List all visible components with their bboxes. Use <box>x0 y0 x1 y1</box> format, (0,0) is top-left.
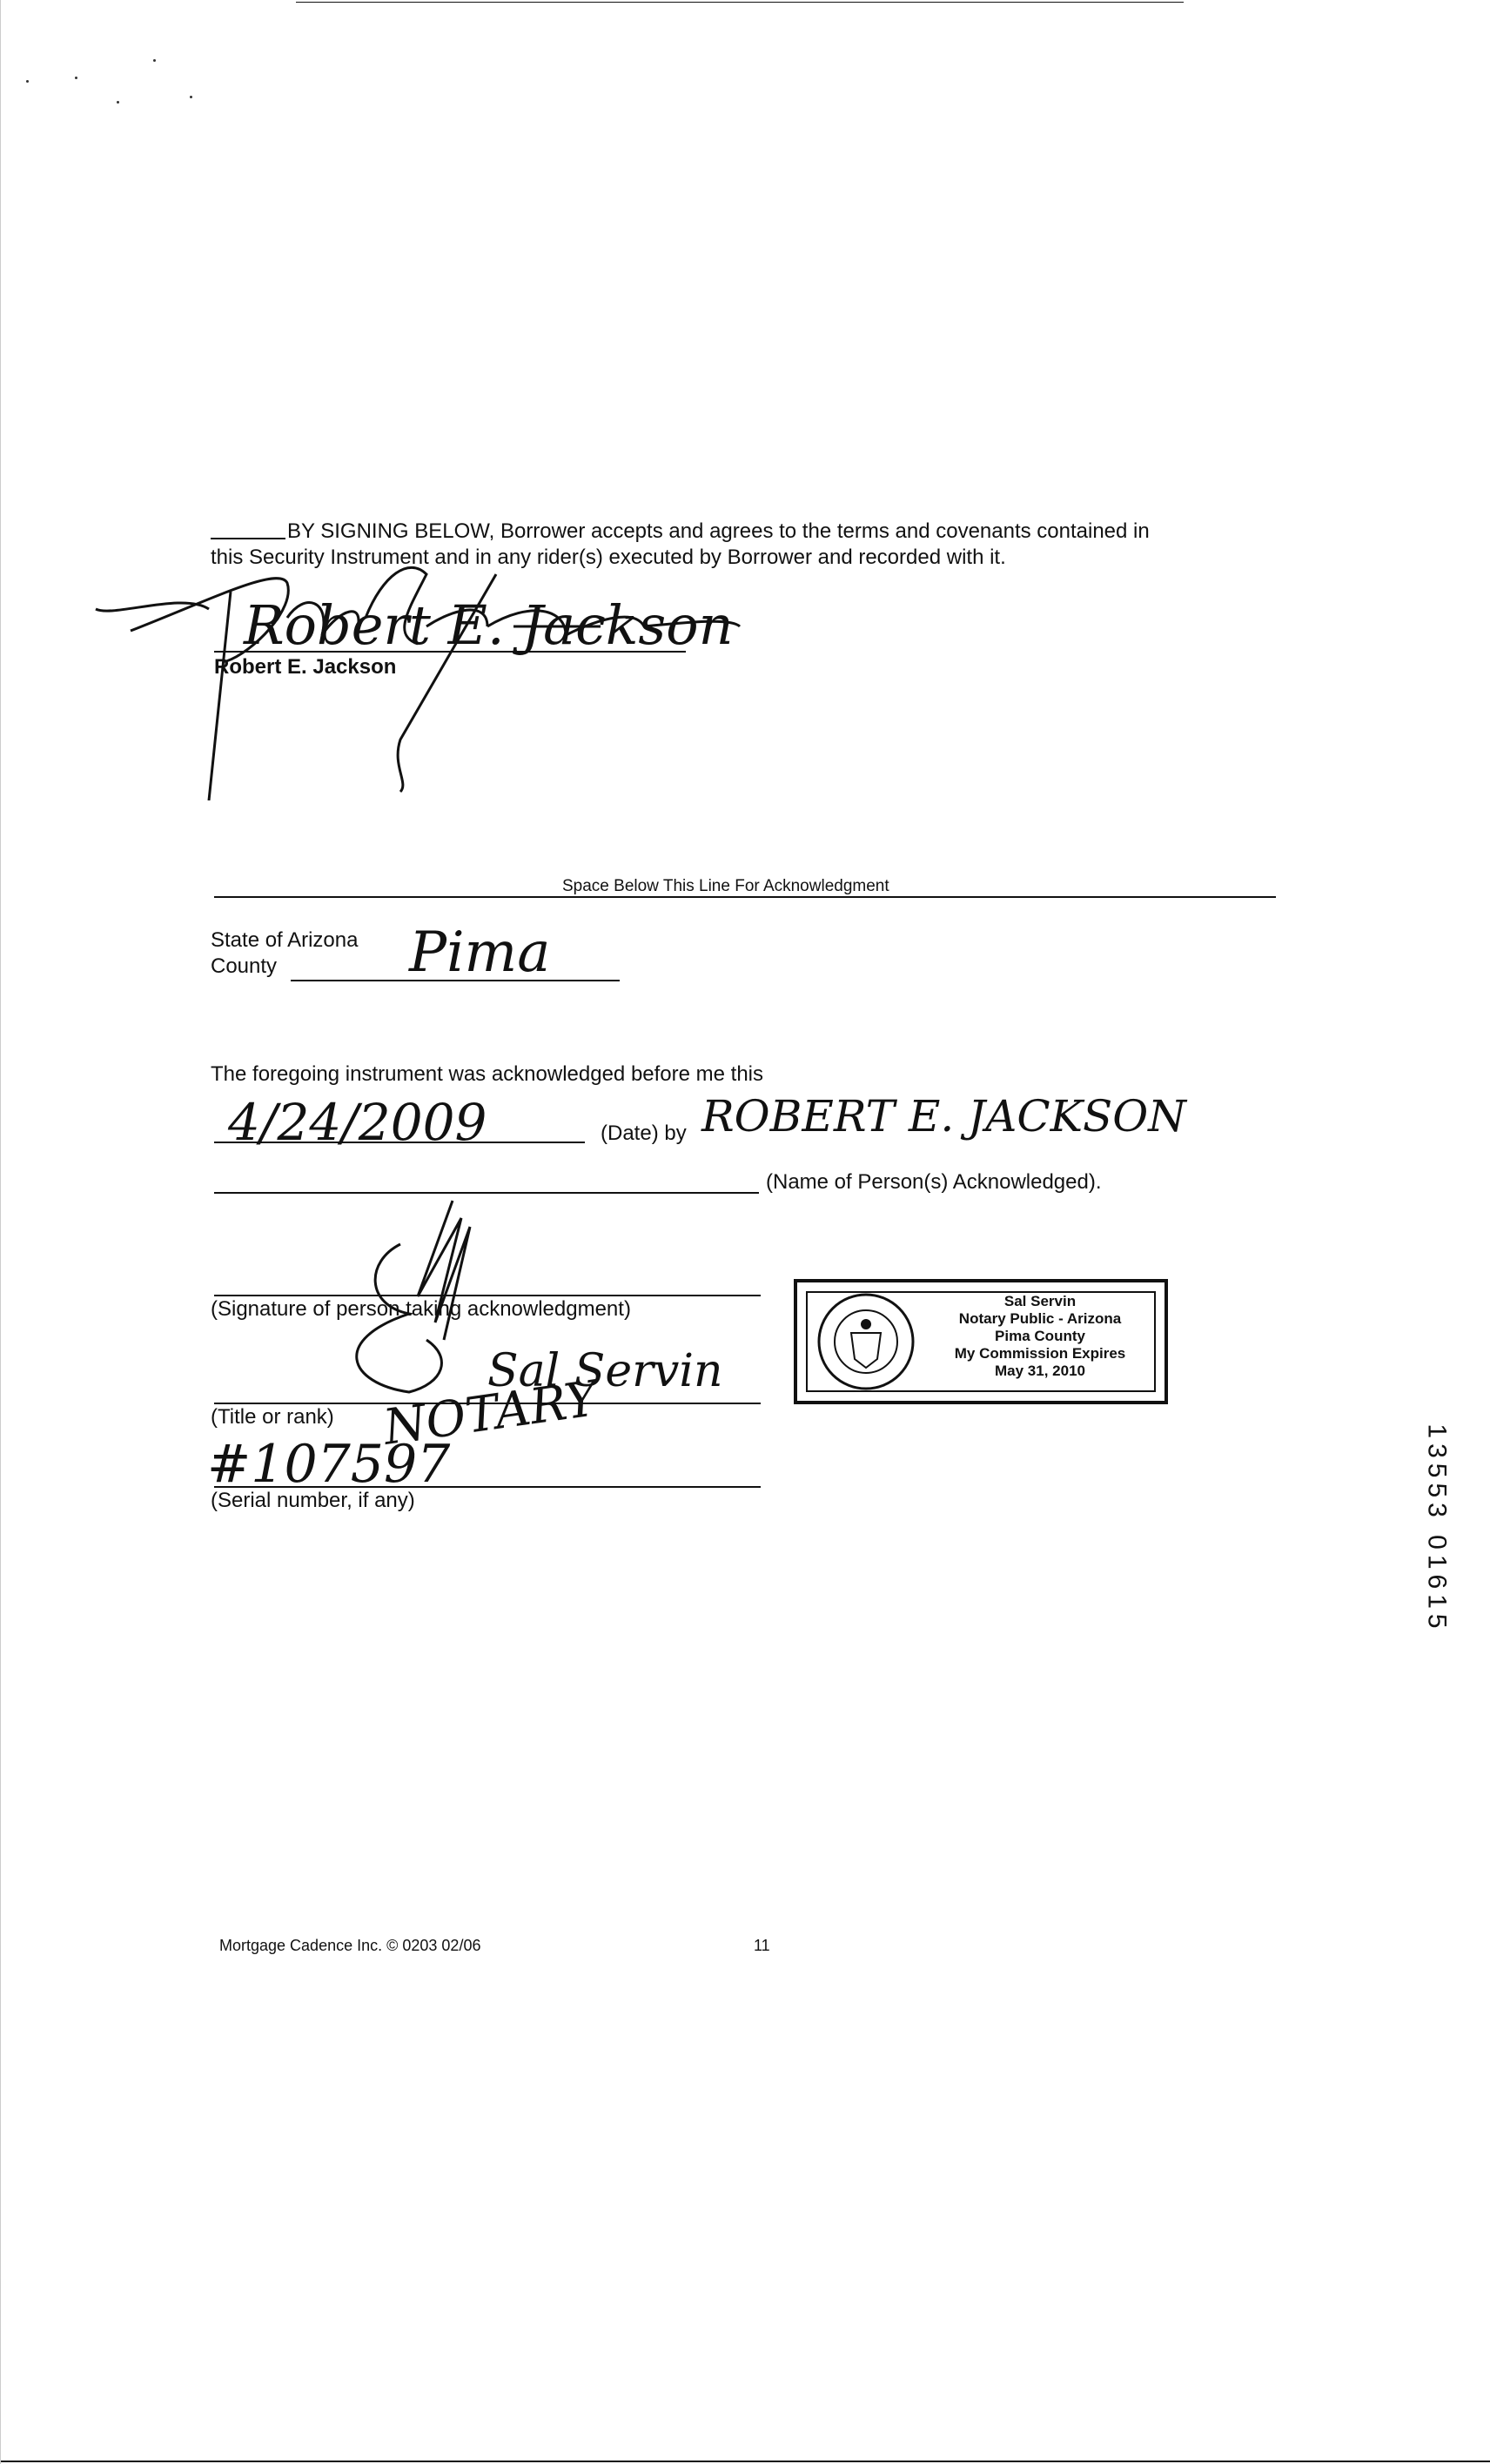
footer-page-number: 11 <box>754 1937 770 1954</box>
covenant-continuation-text: this Security Instrument and in any rider(s) executed by Borrower and recorded with it. <box>211 546 1006 569</box>
notary-commission-date: May 31, 2010 <box>995 1363 1085 1379</box>
borrower-signature-line <box>214 651 686 653</box>
covenant-lead-text: BY SIGNING BELOW, Borrower accepts and agrees to the terms and covenants contained in <box>287 519 1150 543</box>
acknowledgment-divider-label: Space Below This Line For Acknowledgment <box>562 877 889 895</box>
notary-title: Notary Public - Arizona <box>958 1310 1122 1327</box>
scan-bottom-edge <box>0 2461 1490 2462</box>
scan-edge-line <box>296 2 1184 3</box>
notary-printed-name-handwritten: Sal Servin <box>487 1345 723 1397</box>
acknowledgment-statement: The foregoing instrument was acknowledged before me this <box>211 1062 764 1086</box>
borrower-name: Robert E. Jackson <box>214 655 397 679</box>
recording-number <box>1422 1409 1462 1653</box>
recording-number-text: 13553 01615 <box>1422 1423 1452 1634</box>
scan-speck <box>26 80 29 83</box>
date-handwritten-value: 4/24/2009 <box>228 1093 487 1152</box>
notary-name: Sal Servin <box>1003 1293 1077 1309</box>
scan-speck <box>153 59 156 62</box>
notary-seal <box>809 1289 923 1394</box>
acknowledged-name-label: (Name of Person(s) Acknowledged). <box>766 1170 1102 1194</box>
notary-stamp <box>794 1279 1168 1404</box>
scan-left-edge <box>0 0 1 2464</box>
borrower-signature <box>78 513 775 800</box>
signature-label: (Signature of person taking acknowledgment) <box>211 1297 631 1321</box>
serial-label: (Serial number, if any) <box>211 1489 415 1512</box>
borrower-signature-text: Robert E. Jackson <box>244 593 734 657</box>
scan-speck <box>117 101 119 104</box>
title-label: (Title or rank) <box>211 1405 334 1429</box>
acknowledged-by-handwritten-value: ROBERT E. JACKSON <box>701 1091 1186 1142</box>
notary-county: Pima County <box>995 1328 1085 1344</box>
acknowledgment-divider-line <box>214 896 1276 898</box>
scan-speck <box>190 96 192 98</box>
notary-commission-label: My Commission Expires <box>954 1345 1126 1362</box>
county-handwritten-value: Pima <box>409 921 551 985</box>
serial-handwritten-value: #107597 <box>207 1434 451 1495</box>
date-label: (Date) by <box>601 1122 687 1145</box>
scan-speck <box>75 77 77 79</box>
date-line <box>214 1142 585 1143</box>
state-label: State of Arizona <box>211 928 359 952</box>
title-handwritten-value: NOTARY <box>379 1370 601 1456</box>
footer-company: Mortgage Cadence Inc. © 0203 02/06 <box>219 1937 481 1954</box>
county-label: County <box>211 954 278 978</box>
notary-stamp-text <box>928 1293 1152 1380</box>
